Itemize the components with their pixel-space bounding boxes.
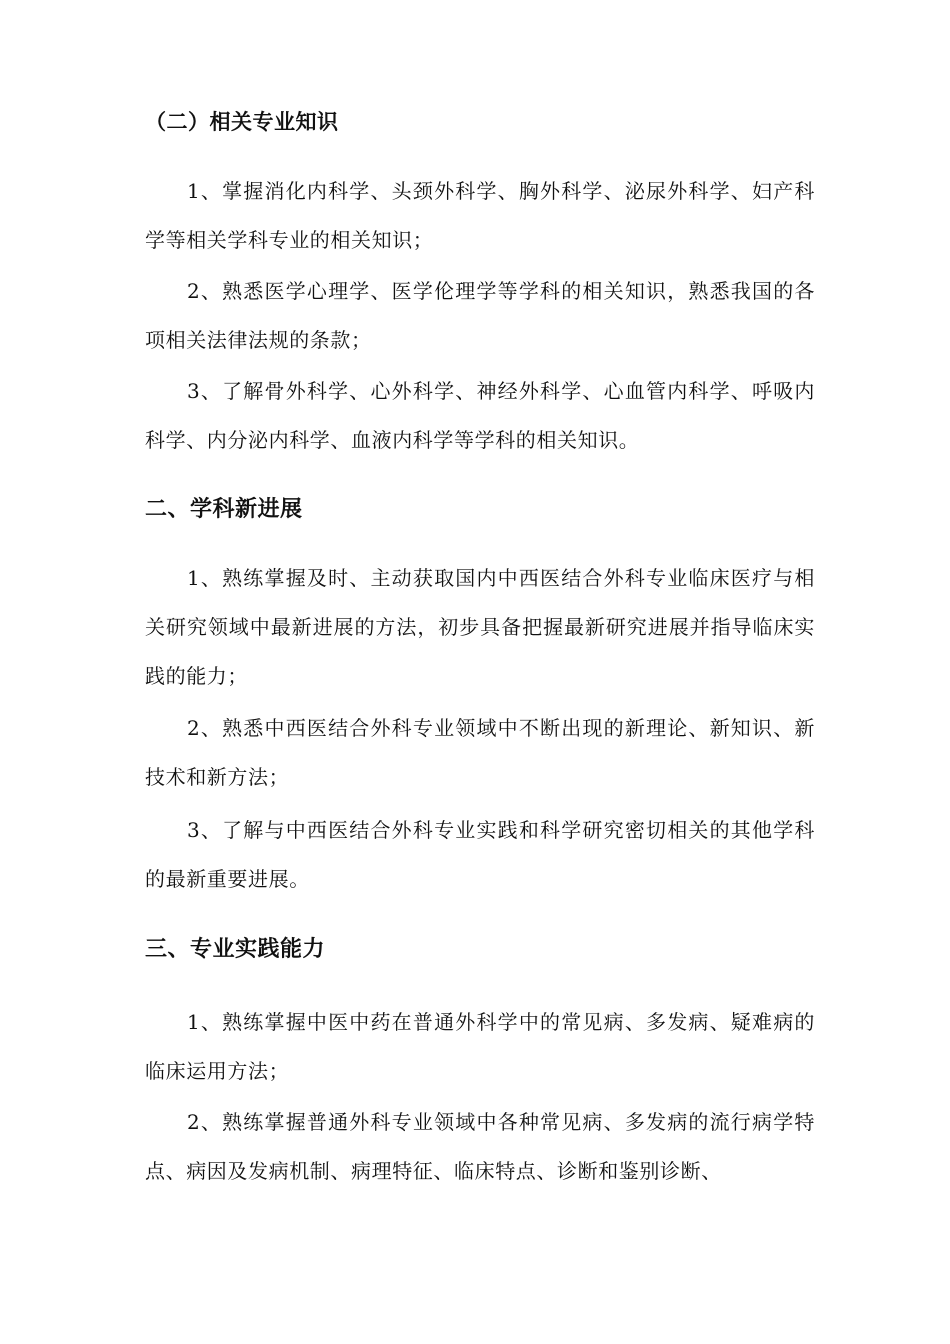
paragraph-related-1: 1、掌握消化内科学、头颈外科学、胸外科学、泌尿外科学、妇产科学等相关学科专业的相关知识； xyxy=(145,179,815,252)
paragraph-practice-2: 2、熟练掌握普通外科专业领域中各种常见病、多发病的流行病学特点、病因及发病机制、病理特征、临床特点、诊断和鉴别诊断、 xyxy=(145,1110,815,1183)
paragraph-progress-1: 1、熟练掌握及时、主动获取国内中西医结合外科专业临床医疗与相关研究领域中最新进展的方法，初步具备把握最新研究进展并指导临床实践的能力； xyxy=(145,566,815,688)
section-practice-heading: 三、专业实践能力 xyxy=(145,937,326,962)
section-related-heading: （二）相关专业知识 xyxy=(145,110,339,134)
paragraph-progress-3: 3、了解与中西医结合外科专业实践和科学研究密切相关的其他学科的最新重要进展。 xyxy=(145,818,815,891)
paragraph-practice-1: 1、熟练掌握中医中药在普通外科学中的常见病、多发病、疑难病的临床运用方法； xyxy=(145,1010,815,1083)
paragraph-related-2: 2、熟悉医学心理学、医学伦理学等学科的相关知识，熟悉我国的各项相关法律法规的条款； xyxy=(145,279,815,352)
section-progress-heading: 二、学科新进展 xyxy=(145,497,303,522)
paragraph-related-3: 3、了解骨外科学、心外科学、神经外科学、心血管内科学、呼吸内科学、内分泌内科学、血液内科学等学科的相关知识。 xyxy=(145,379,815,452)
paragraph-progress-2: 2、熟悉中西医结合外科专业领域中不断出现的新理论、新知识、新技术和新方法； xyxy=(145,716,815,789)
